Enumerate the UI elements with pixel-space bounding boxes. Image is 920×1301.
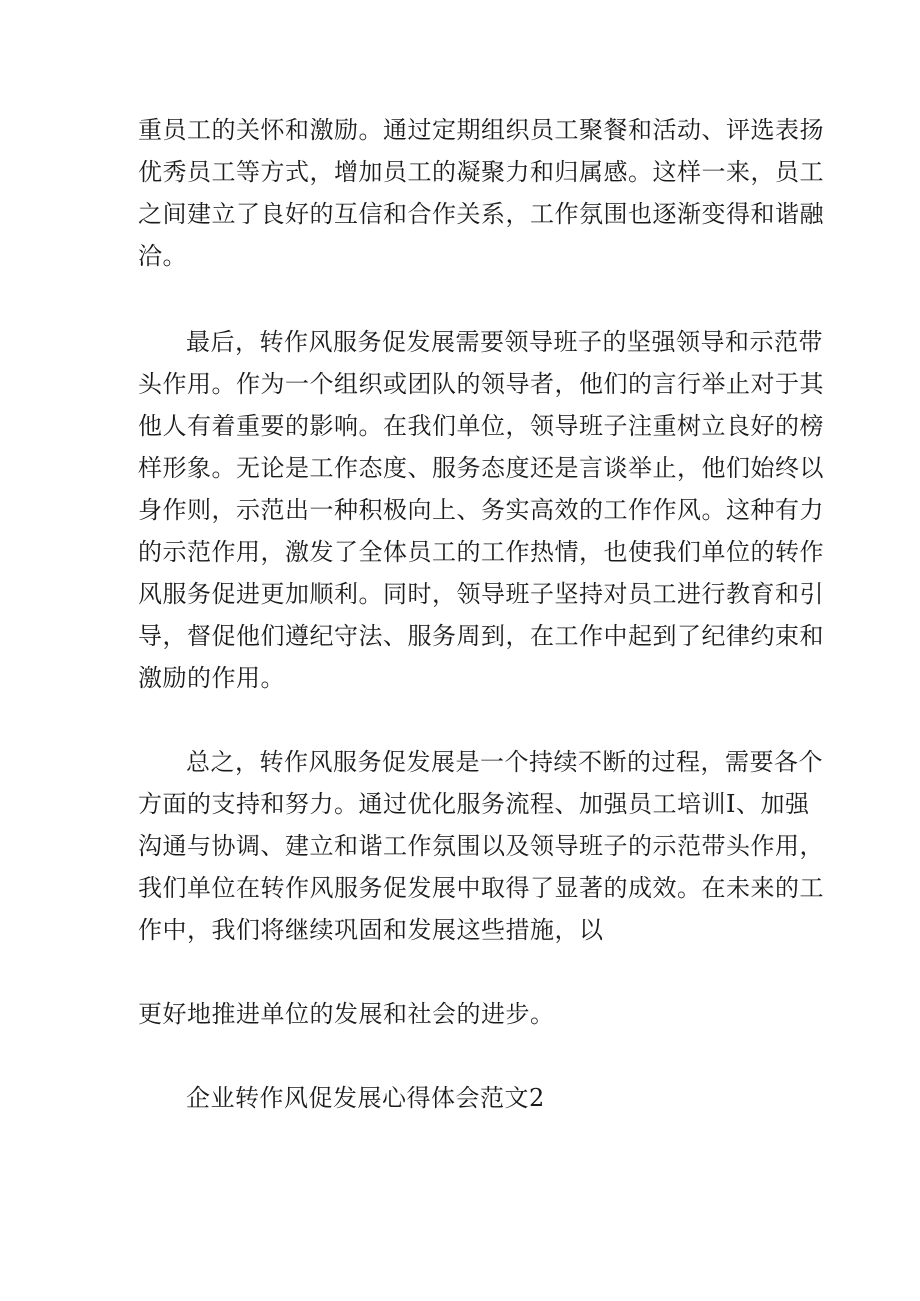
paragraph-2-line-9: 激励的作用。: [138, 664, 285, 692]
paragraph-3-line-1: 总之，转作风服务促发展是一个持续不断的过程，需要各个: [186, 748, 823, 776]
section-heading: 企业转作风促发展心得体会范文2: [186, 1084, 545, 1112]
paragraph-1-line-4: 洽。: [138, 242, 187, 270]
paragraph-1-line-2: 优秀员工等方式，增加员工的凝聚力和归属感。这样一来，员工: [138, 158, 824, 186]
paragraph-2-line-2: 头作用。作为一个组织或团队的领导者，他们的言行举止对于其: [138, 370, 824, 398]
paragraph-3-line-3: 沟通与协调、建立和谐工作氛围以及领导班子的示范带头作用，: [138, 832, 824, 860]
paragraph-3-line-4: 我们单位在转作风服务促发展中取得了显著的成效。在未来的工: [138, 874, 824, 902]
paragraph-2-line-1: 最后，转作风服务促发展需要领导班子的坚强领导和示范带: [186, 328, 823, 356]
paragraph-1-line-3: 之间建立了良好的互信和合作关系，工作氛围也逐渐变得和谐融: [138, 200, 824, 228]
paragraph-2-line-4: 样形象。无论是工作态度、服务态度还是言谈举止，他们始终以: [138, 454, 824, 482]
paragraph-2-line-8: 导，督促他们遵纪守法、服务周到，在工作中起到了纪律约束和: [138, 622, 824, 650]
paragraph-2-line-3: 他人有着重要的影响。在我们单位，领导班子注重树立良好的榜: [138, 412, 824, 440]
paragraph-4-line-1: 更好地推进单位的发展和社会的进步。: [138, 1000, 555, 1028]
paragraph-1-line-1: 重员工的关怀和激励。通过定期组织员工聚餐和活动、评选表扬: [138, 116, 824, 144]
paragraph-3-line-2: 方面的支持和努力。通过优化服务流程、加强员工培训I、加强: [138, 790, 810, 818]
paragraph-3-line-5: 作中，我们将继续巩固和发展这些措施，以: [138, 916, 604, 944]
paragraph-2-line-6: 的示范作用，激发了全体员工的工作热情，也使我们单位的转作: [138, 538, 824, 566]
paragraph-2-line-7: 风服务促进更加顺利。同时，领导班子坚持对员工进行教育和引: [138, 580, 824, 608]
paragraph-2-line-5: 身作则，示范出一种积极向上、务实高效的工作作风。这种有力: [138, 496, 824, 524]
